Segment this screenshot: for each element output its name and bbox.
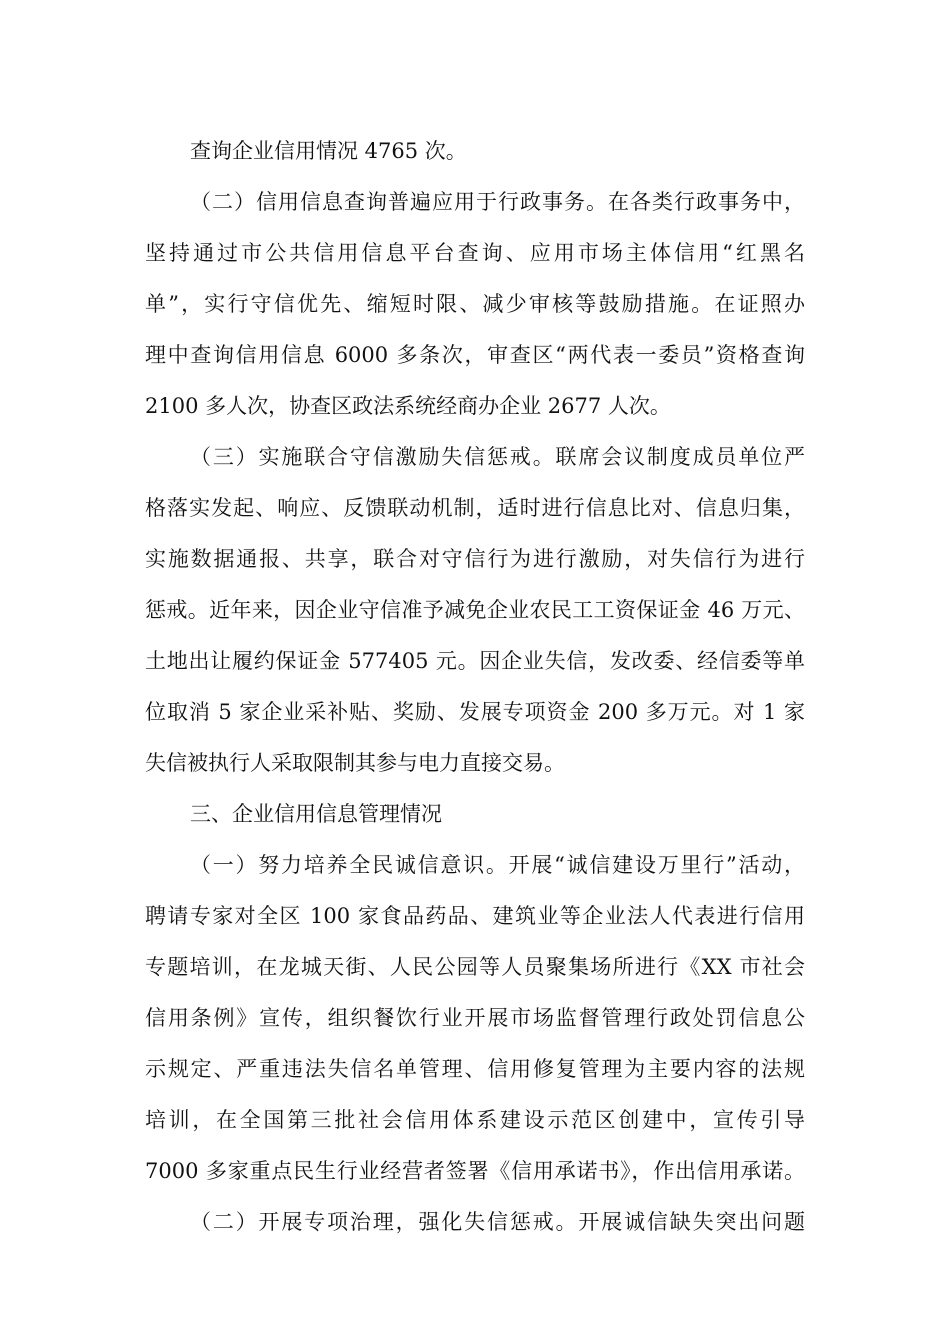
text-line: 理中查询信用信息 6000 多条次，审查区“两代表一委员”资格查询 (145, 343, 805, 367)
text-line: 惩戒。近年来，因企业守信准予减免企业农民工工资保证金 46 万元、 (145, 598, 805, 622)
text-line: 信用条例》宣传，组织餐饮行业开展市场监督管理行政处罚信息公 (145, 1006, 805, 1030)
text-line: 位取消 5 家企业采补贴、奖励、发展专项资金 200 多万元。对 1 家 (145, 700, 805, 724)
text-line: 实施数据通报、共享，联合对守信行为进行激励，对失信行为进行 (145, 547, 805, 571)
text-line: （三）实施联合守信激励失信惩戒。联席会议制度成员单位严 (190, 445, 805, 469)
text-line: 失信被执行人采取限制其参与电力直接交易。 (145, 751, 565, 775)
text-line: 培训，在全国第三批社会信用体系建设示范区创建中，宣传引导 (145, 1108, 805, 1132)
text-line: 专题培训，在龙城天街、人民公园等人员聚集场所进行《XX 市社会 (145, 955, 805, 979)
text-line: 查询企业信用情况 4765 次。 (190, 139, 467, 163)
text-line: （二）开展专项治理，强化失信惩戒。开展诚信缺失突出问题 (190, 1210, 805, 1234)
text-line: 聘请专家对全区 100 家食品药品、建筑业等企业法人代表进行信用 (145, 904, 805, 928)
text-line: 单”，实行守信优先、缩短时限、减少审核等鼓励措施。在证照办 (145, 292, 805, 316)
text-line: （二）信用信息查询普遍应用于行政事务。在各类行政事务中， (190, 190, 805, 214)
text-line: 格落实发起、响应、反馈联动机制，适时进行信息比对、信息归集， (145, 496, 805, 520)
section-heading: 三、企业信用信息管理情况 (190, 802, 442, 826)
text-line: 2100 多人次，协查区政法系统经商办企业 2677 人次。 (145, 394, 671, 418)
text-line: 7000 多家重点民生行业经营者签署《信用承诺书》，作出信用承诺。 (145, 1159, 805, 1183)
text-line: 示规定、严重违法失信名单管理、信用修复管理为主要内容的法规 (145, 1057, 805, 1081)
text-line: 坚持通过市公共信用信息平台查询、应用市场主体信用“红黑名 (145, 241, 805, 265)
text-line: （一）努力培养全民诚信意识。开展“诚信建设万里行”活动， (190, 853, 805, 877)
text-line: 土地出让履约保证金 577405 元。因企业失信，发改委、经信委等单 (145, 649, 805, 673)
